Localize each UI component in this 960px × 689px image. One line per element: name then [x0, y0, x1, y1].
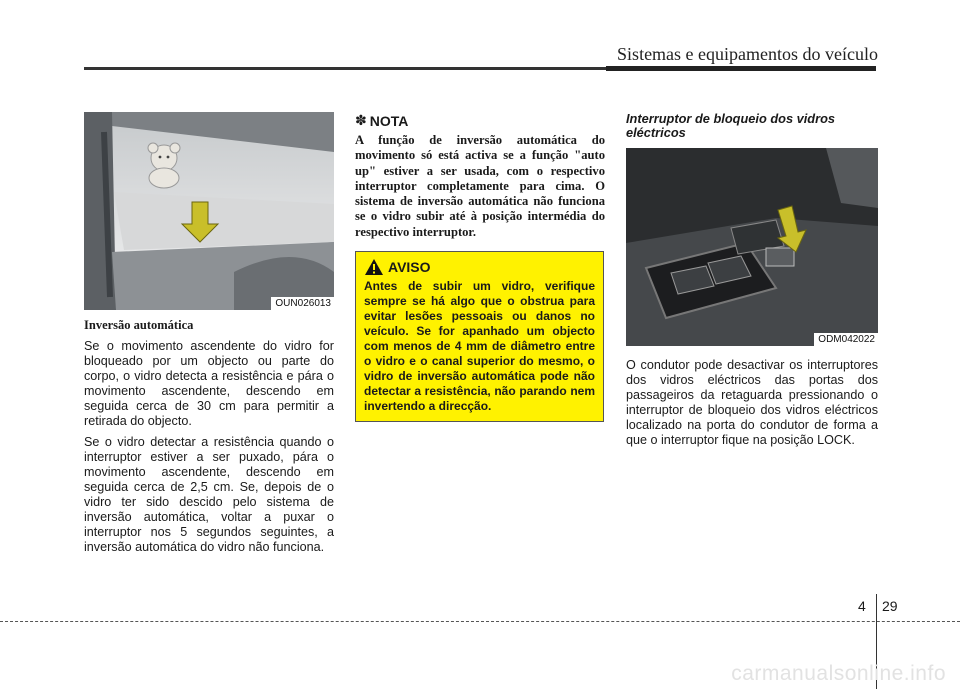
warning-triangle-icon [364, 258, 384, 276]
note-heading [355, 112, 605, 129]
warning-heading [364, 258, 595, 276]
watermark: carmanualsonline.info [731, 662, 946, 685]
right-column [626, 112, 878, 454]
footer-rule [0, 621, 960, 622]
middle-column [355, 112, 605, 422]
image-caption: OUN026013 [271, 297, 334, 310]
note-asterisk-icon: ✽ [355, 112, 367, 128]
note-title: NOTA [369, 112, 409, 129]
warning-box [355, 251, 604, 422]
warning-title: AVISO [388, 259, 431, 276]
note-text: A função de inversão automática do movimento só está activa se a função "auto up" estiver a ser usada, com o respectivo interruptor completamente para cima. O sistema de inversão automática não funciona se o vidro subir até à posição intermédia do respectivo interruptor. [355, 133, 605, 239]
page-number: 29 [882, 598, 898, 614]
switch-photo [626, 148, 878, 346]
warning-text: Antes de subir um vidro, verifique sempre se há algo que o obstrua para evitar lesões pessoais ou danos no veículo. Se for apanhado um objecto com menos de 4 mm de diâmetro entre o vidro e o canal superior do mesmo, o vidro de inversão automática pode não detectar a resistência, não parando nem invertendo a direcção. [364, 279, 595, 414]
window-lock-switch-illustration [626, 148, 878, 346]
window-photo [84, 112, 334, 310]
window-illustration [84, 112, 334, 310]
chapter-number: 4 [858, 598, 866, 614]
section-title: Interruptor de bloqueio dos vidros eléctricos [626, 111, 836, 140]
header-rule-accent [606, 66, 876, 71]
header-title: Sistemas e equipamentos do veículo [617, 44, 878, 64]
paragraph: Se o vidro detectar a resistência quando o interruptor estiver a ser puxado, pára o movimento ascendente, descendo em seguida cerca de 2,5 cm. Se, depois de o vidro ter sido descido pelo sistema de inversão automática, voltar a puxar o interruptor nos 5 segundos seguintes, a inversão automática do vidro não funciona. [84, 435, 334, 554]
image-caption: ODM042022 [814, 333, 878, 346]
section-heading: Inversão automática [84, 318, 194, 332]
left-column [84, 112, 334, 561]
paragraph: O condutor pode desactivar os interruptores dos vidros eléctricos das portas dos passageiros da retaguarda pressionando o interruptor de bloqueio dos vidros eléctricos localizado na porta do condutor de forma a que o interruptor fique na posição LOCK. [626, 358, 878, 447]
paragraph: Se o movimento ascendente do vidro for bloqueado por um objecto ou parte do corpo, o vidro detecta a resistência e pára o movimento ascendente, descendo em seguida cerca de 30 cm para permitir a retirada do objecto. [84, 339, 334, 428]
